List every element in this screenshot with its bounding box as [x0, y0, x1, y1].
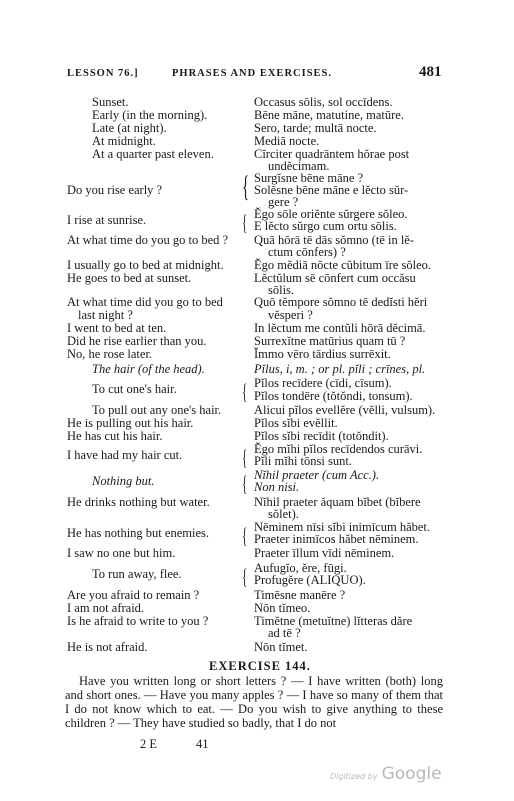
phrase-la: Non nisi.: [254, 480, 300, 494]
phrase-la: Mediā nocte.: [254, 134, 320, 148]
phrase-la: Lĕctŭlum sē cōnfert cum occăsu: [254, 271, 416, 285]
brace: {: [242, 445, 248, 470]
watermark-small: Digitized by: [330, 772, 378, 781]
phrase-la: Pĭlos recīdere (cīdi, cīsum).: [254, 376, 392, 390]
phrase-la: Nōn tĭmet.: [254, 640, 308, 654]
phrase-la: Praeter īllum vīdi nēminem.: [254, 546, 395, 560]
phrase-en: To pull out any one's hair.: [92, 403, 222, 417]
phrase-la: Aufugĭo, ĕre, fūgi.: [254, 561, 347, 575]
phrase-la: Quō tĕmpore sŏmno tē dedĭsti hĕri: [254, 295, 428, 309]
phrase-la: In lĕctum me contŭli hōrā dĕcimā.: [254, 321, 426, 335]
phrase-en: I went to bed at ten.: [67, 321, 167, 335]
page-number: 481: [419, 64, 442, 80]
phrase-en: Is he afraid to write to you ?: [67, 614, 209, 628]
google-watermark: [330, 764, 442, 784]
phrase-en: Late (at night).: [92, 121, 167, 135]
phrase-la: Bēne māne, matutine, matūre.: [254, 108, 404, 122]
phrase-la: Alicui pĭlos evellĕre (vĕlli, vulsum).: [254, 403, 436, 417]
phrase-la: Pĭlus, i, m. ; or pl. pĭli ; crīnes, pl.: [254, 362, 426, 376]
phrase-la: Occasus sōlis, sol occīdens.: [254, 95, 393, 109]
phrase-la: Nĭhil praeter ăquam bĭbet (bĭbere: [254, 495, 421, 509]
phrase-en: He has nothing but enemies.: [67, 526, 209, 540]
phrase-en: No, he rose later.: [67, 347, 153, 361]
phrase-la: sōlis.: [268, 283, 295, 297]
phrase-en: He is pulling out his hair.: [67, 416, 194, 430]
brace: {: [242, 523, 248, 548]
brace: {: [242, 210, 248, 235]
phrase-en: Are you afraid to remain ?: [67, 588, 200, 602]
phrase-en: Sunset.: [92, 95, 129, 109]
brace: {: [242, 471, 248, 496]
phrase-en: He has cut his hair.: [67, 429, 163, 443]
brace: {: [242, 170, 250, 203]
phrase-la: Praeter inimīcos hăbet nēminem.: [254, 532, 419, 546]
phrase-la: Pĭlos sĭbi evĕllit.: [254, 416, 338, 430]
phrase-la: vĕsperi ?: [268, 308, 313, 322]
lesson-label: LESSON 76.]: [67, 68, 139, 79]
running-title: PHRASES AND EXERCISES.: [172, 68, 332, 79]
phrase-en: I have had my hair cut.: [67, 448, 183, 462]
phrase-en: At a quarter past eleven.: [92, 147, 214, 161]
phrase-en: last night ?: [78, 308, 133, 322]
phrase-la: ctum cōnfers) ?: [268, 245, 346, 259]
phrase-la: Sero, tarde; multā nocte.: [254, 121, 377, 135]
phrase-la: E lĕcto sŭrgo cum ortu sōlis.: [254, 219, 397, 233]
phrase-la: ad tē ?: [268, 626, 301, 640]
phrase-en: I saw no one but him.: [67, 546, 176, 560]
phrase-la: Nĭhil praeter (cum Acc.).: [254, 468, 380, 482]
phrase-la: Profugĕre (ALIQUO).: [254, 573, 366, 587]
phrase-la: Pĭlos tondēre (tŏtŏndi, tonsum).: [254, 389, 413, 403]
signature-mark: 2 E: [140, 737, 158, 751]
phrase-la: Ĭmmo vēro tārdius surrēxit.: [254, 347, 391, 361]
sheet-number: 41: [196, 737, 209, 751]
exercise-title: EXERCISE 144.: [209, 659, 311, 673]
phrase-la: Pĭlos sĭbi recīdit (totŏndit).: [254, 429, 389, 443]
phrase-la: Ĕgo mĭhi pĭlos recīdendos curāvi.: [254, 442, 423, 456]
phrase-en: I rise at sunrise.: [67, 213, 147, 227]
phrase-la: gere ?: [268, 195, 299, 209]
phrase-la: Ĕgo mĕdiā nŏcte cŭbitum īre sŏleo.: [254, 258, 432, 272]
phrase-en: Early (in the morning).: [92, 108, 208, 122]
phrase-en: Do you rise early ?: [67, 183, 163, 197]
phrase-la: Cĭrciter quadrāntem hŏrae post: [254, 147, 410, 161]
phrase-en: To cut one's hair.: [92, 382, 177, 396]
phrase-la: Nōn tĭmeo.: [254, 601, 311, 615]
phrase-en: Did he rise earlier than you.: [67, 334, 207, 348]
phrase-en: I am not afraid.: [67, 601, 145, 615]
watermark-big: Google: [381, 764, 442, 784]
phrase-en: At what time do you go to bed ?: [67, 233, 229, 247]
phrase-la: Ĕgo sōle oriĕnte sŭrgere sŏleo.: [254, 207, 408, 221]
brace: {: [242, 379, 248, 404]
phrase-la: undĕcimam.: [268, 159, 330, 173]
phrase-en: He is not afraid.: [67, 640, 148, 654]
phrase-la: Timēsne manēre ?: [254, 588, 346, 602]
phrase-la: Timĕtne (metuĭtne) lĭtteras dăre: [254, 614, 413, 628]
phrase-en: At midnight.: [92, 134, 156, 148]
phrase-la: sŏlet).: [268, 507, 299, 521]
phrase-en: He goes to bed at sunset.: [67, 271, 192, 285]
phrase-en: The hair (of the head).: [92, 362, 205, 376]
phrase-en: Nothing but.: [92, 474, 155, 488]
phrase-la: Solēsne bēne māne e lĕcto sŭr-: [254, 183, 409, 197]
phrase-la: Quā hōrā tē dās sŏmno (tē in lĕ-: [254, 233, 415, 247]
phrase-la: Pĭli mĭhi tōnsi sunt.: [254, 454, 352, 468]
phrase-la: Nēminem nīsi sĭbi inimīcum hăbet.: [254, 520, 431, 534]
phrase-la: Surgĭsne bēne māne ?: [254, 171, 364, 185]
phrase-en: I usually go to bed at midnight.: [67, 258, 224, 272]
phrase-en: He drinks nothing but water.: [67, 495, 210, 509]
phrase-en: At what time did you go to bed: [67, 295, 223, 309]
phrase-en: To run away, flee.: [92, 567, 182, 581]
exercise-text: Have you written long or short letters ? — I have written (both) long and short ones. — Have you many apples ? — I have so many of them that I do not know which to eat. — Do you wish to give anything to these children ? — They have studied so badly, that I do not: [65, 674, 443, 730]
phrase-la: Surrexĭtne matūrius quam tū ?: [254, 334, 406, 348]
brace: {: [242, 564, 248, 589]
